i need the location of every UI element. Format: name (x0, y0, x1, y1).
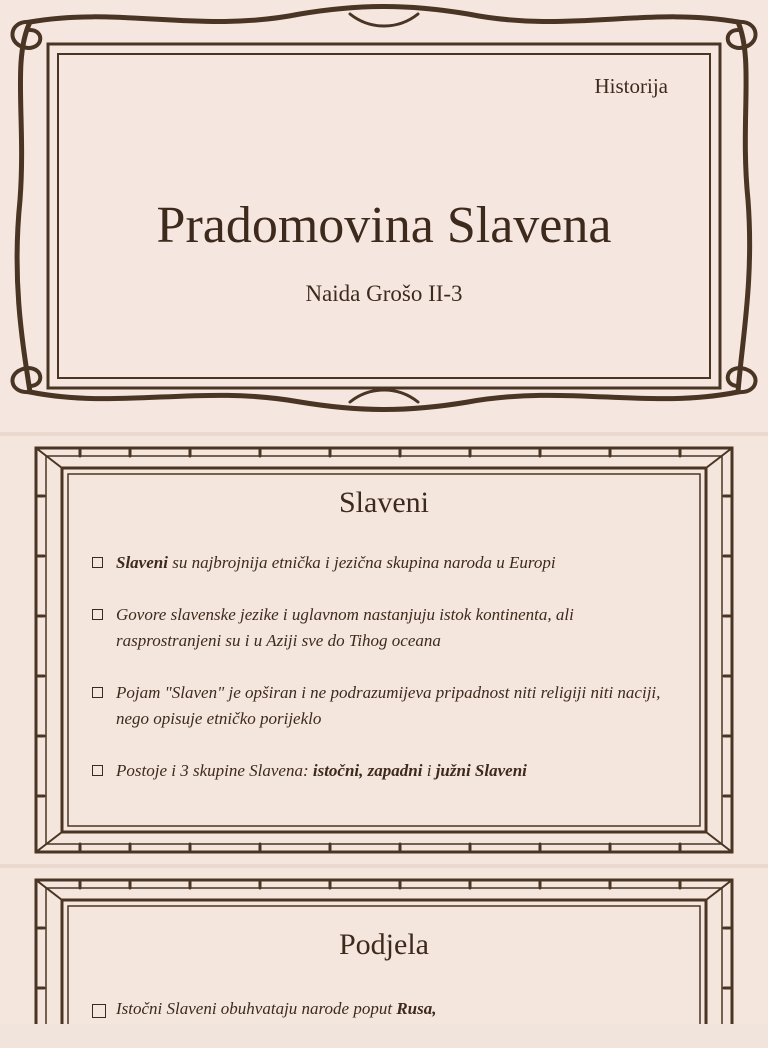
section-heading: Podjela (339, 928, 429, 961)
author-label: Naida Grošo II-3 (305, 281, 463, 306)
bullet-list (92, 550, 662, 810)
bullet-text: su najbrojnija etnička i jezična skupina naroda u Europi (167, 553, 556, 572)
content-slide-podjela (0, 868, 768, 1024)
list-item (92, 602, 662, 654)
checkbox-bullet-icon (92, 557, 103, 568)
section-heading: Slaveni (339, 486, 429, 519)
bold-term: Rusa, (396, 999, 437, 1018)
bullet-list (92, 996, 662, 1048)
bullet-text: i (422, 761, 436, 780)
content-slide-slaveni (0, 436, 768, 864)
checkbox-bullet-icon (92, 687, 103, 698)
list-item (92, 550, 662, 576)
checkbox-bullet-icon (92, 1004, 106, 1018)
checkbox-bullet-icon (92, 609, 103, 620)
bullet-text: Istočni Slaveni obuhvataju narode poput (116, 999, 397, 1018)
list-item (92, 996, 662, 1022)
subject-label: Historija (594, 74, 668, 98)
bullet-text: Postoje i 3 skupine Slavena: (116, 761, 313, 780)
bold-term: istočni, zapadni (312, 761, 423, 780)
bold-term: južni Slaveni (435, 761, 527, 780)
bullet-text: Govore slavenske jezike i uglavnom nastanjuju istok kontinenta, ali rasprostranjeni su i u Aziji sve do Tihog oceana (116, 605, 574, 650)
bullet-text: Pojam "Slaven" je opširan i ne podrazumijeva pripadnost niti religiji niti naciji, nego opisuje etničko porijeklo (116, 683, 661, 728)
checkbox-bullet-icon (92, 765, 103, 776)
list-item (92, 680, 662, 732)
slide-title: Pradomovina Slavena (156, 197, 612, 254)
list-item (92, 758, 662, 784)
title-slide (0, 0, 768, 432)
bold-term: Slaveni (116, 553, 168, 572)
